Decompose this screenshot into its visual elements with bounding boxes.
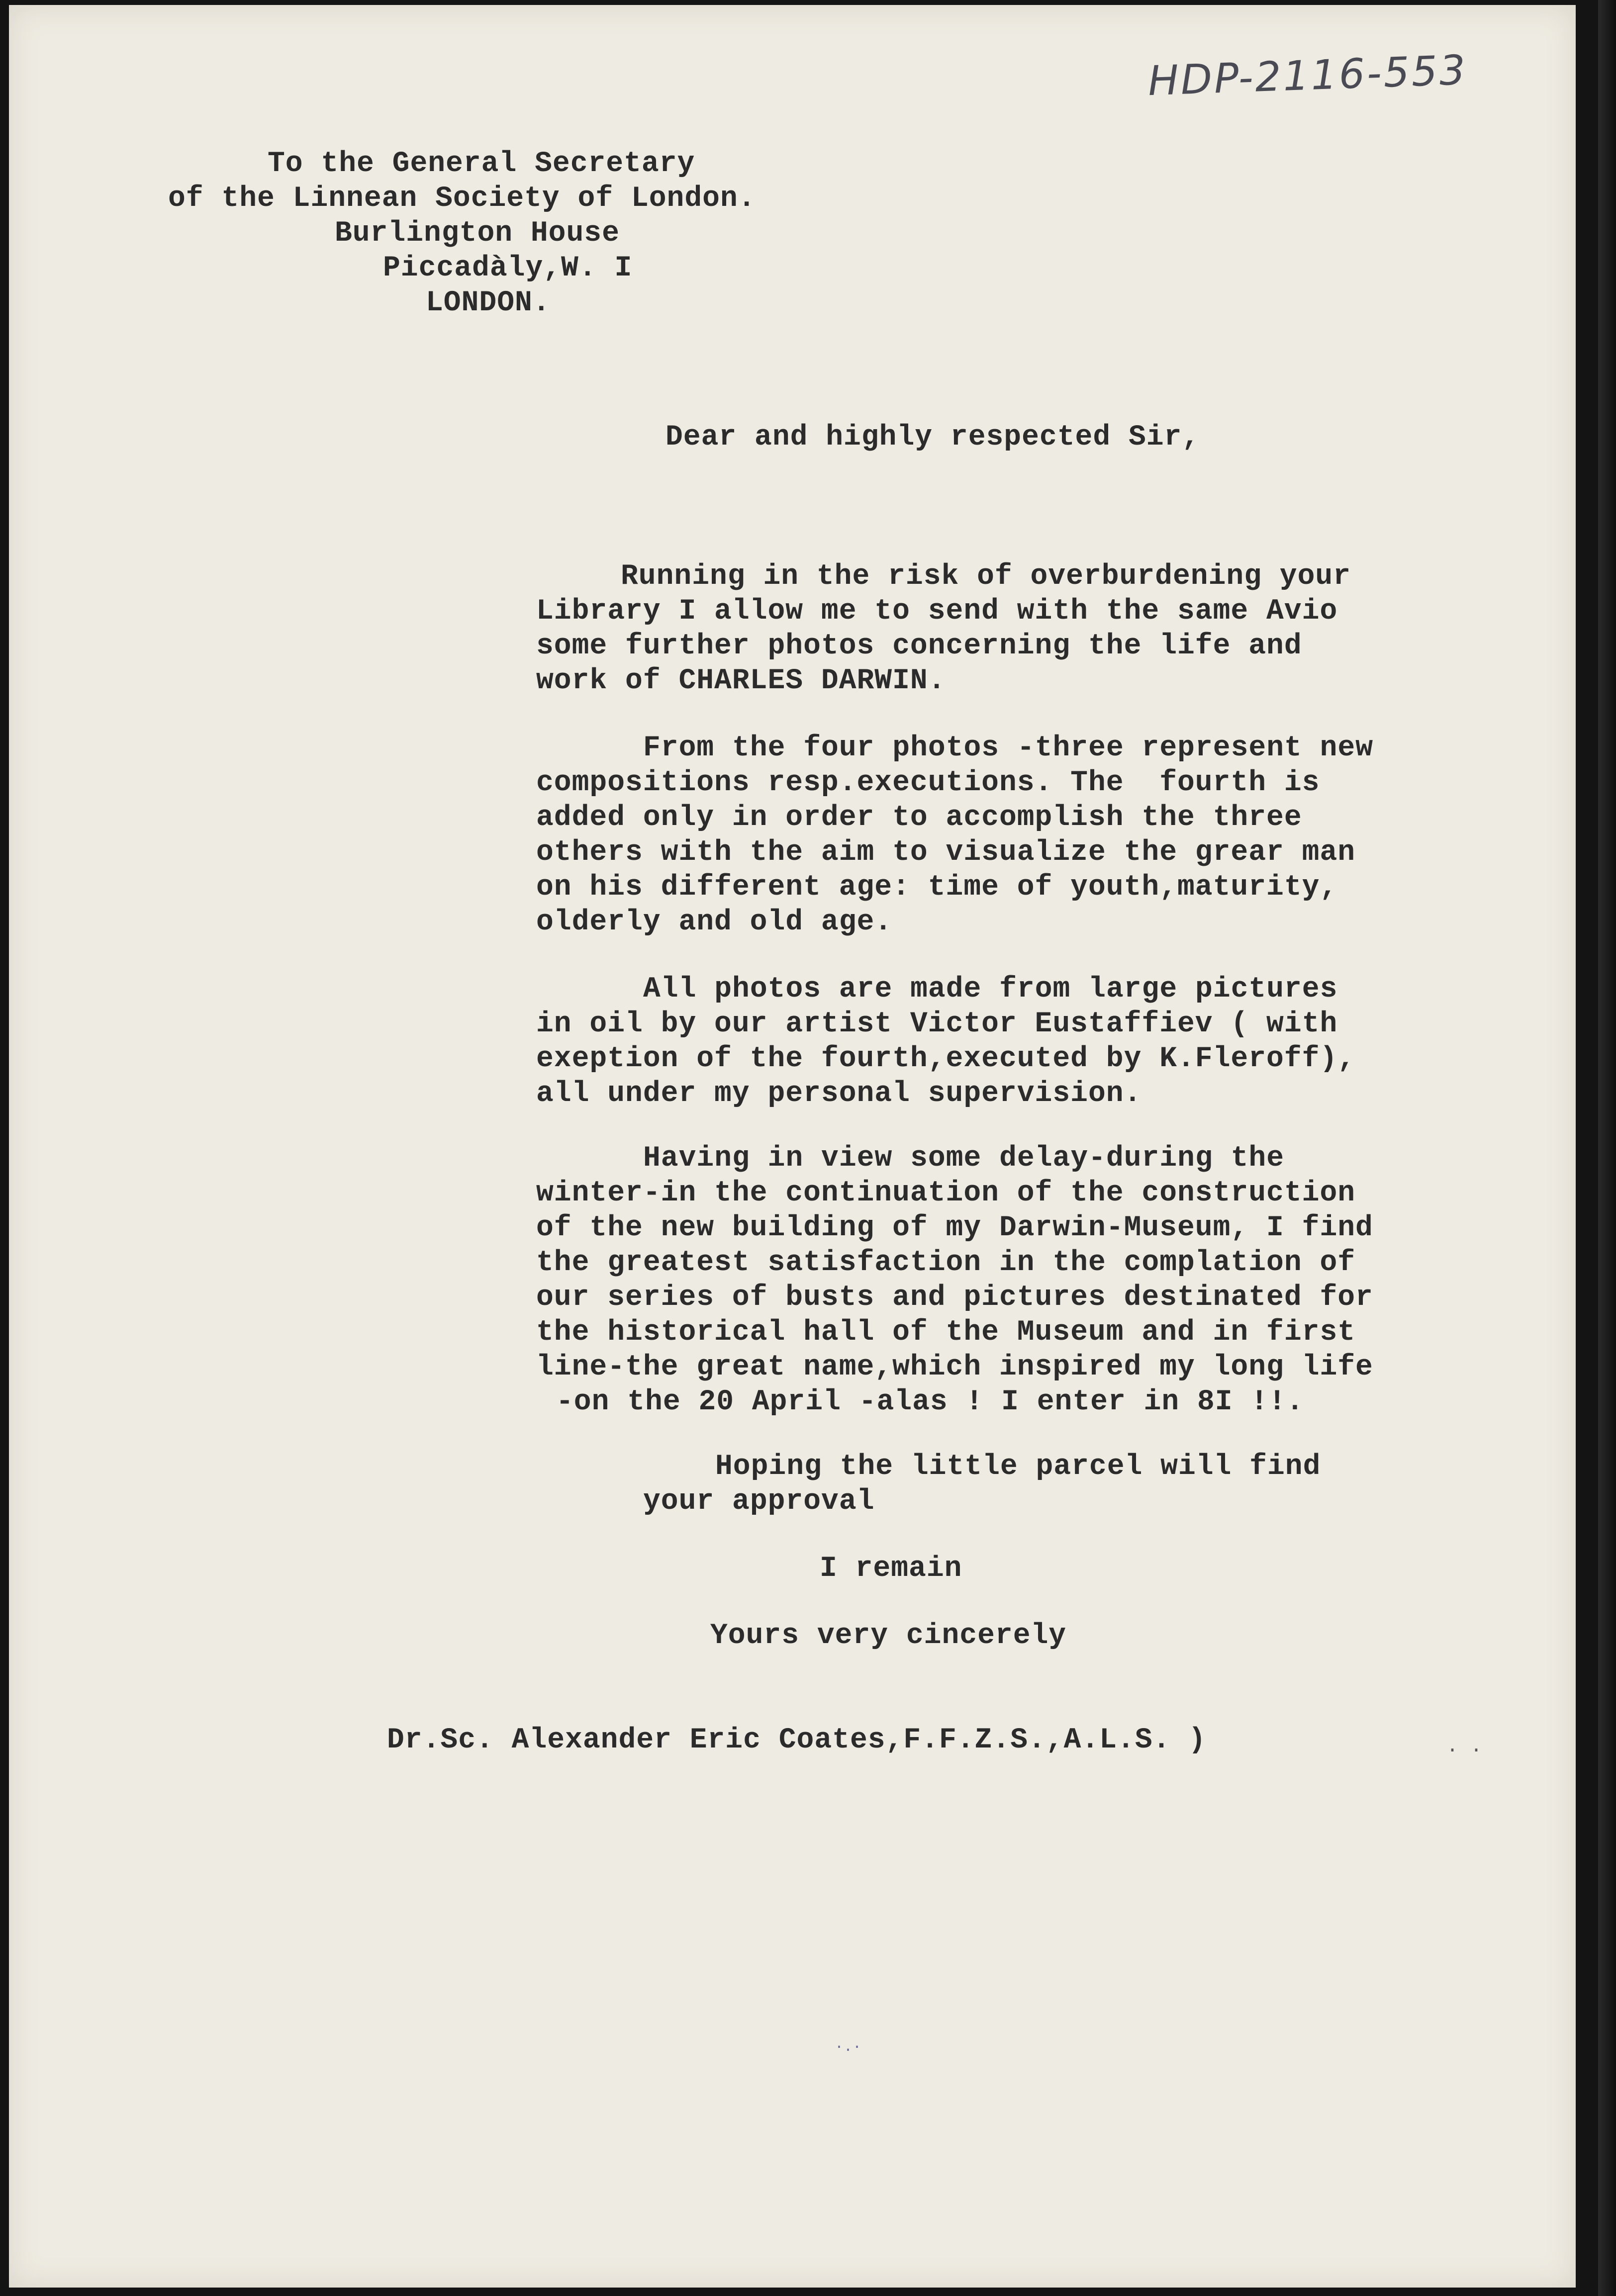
paragraph-4-line-8: -on the 20 April -alas ! I enter in 8I !!. [556,1386,1304,1418]
address-line-4: Piccadàly,W. I [383,252,633,284]
paragraph-4-line-6: the historical hall of the Museum and in first [536,1316,1356,1349]
paragraph-4-line-4: the greatest satisfaction in the complation of [536,1247,1356,1279]
paragraph-2-line-4: others with the aim to visualize the grear man [536,836,1356,869]
salutation: Dear and highly respected Sir, [665,421,1200,454]
paragraph-3-line-4: all under my personal supervision. [536,1078,1142,1110]
paragraph-4-line-2: winter-in the continuation of the construction [536,1177,1356,1209]
paragraph-4-line-3: of the new building of my Darwin-Museum, I find [536,1212,1373,1244]
paragraph-5-line-2: your approval [643,1485,875,1518]
address-line-1: To the General Secretary [268,148,695,180]
paragraph-4-line-5: our series of busts and pictures destinated for [536,1282,1373,1314]
paragraph-2-line-1: From the four photos -three represent new [643,732,1374,764]
paragraph-2-line-5: on his different age: time of youth,maturity, [536,871,1338,904]
address-line-5: LONDON. [426,287,551,319]
paragraph-4-line-7: line-the great name,which inspired my long life [536,1351,1373,1383]
paragraph-3-line-3: exeption of the fourth,executed by K.Fleroff), [536,1043,1356,1075]
address-line-3: Burlington House [335,217,620,250]
paragraph-2-line-6: olderly and old age. [536,906,893,938]
address-line-2: of the Linnean Society of London. [168,183,756,215]
scan-edge [1598,0,1616,2296]
trailing-marks: . . [1446,1736,1483,1758]
paragraph-1-line-1: Running in the risk of overburdening your [621,560,1351,593]
paragraph-1-line-3: some further photos concerning the life and [536,630,1302,662]
archive-reference: HDP-2116-553 [1147,46,1468,105]
paragraph-2-line-3: added only in order to accomplish the three [536,802,1302,834]
closing-yours: Yours very cincerely [710,1620,1067,1652]
paragraph-5-line-1: Hoping the little parcel will find [715,1451,1321,1483]
paragraph-2-line-2: compositions resp.executions. The fourth is [536,767,1320,799]
closing-remain: I remain [820,1553,962,1585]
letter-sheet [9,5,1576,2288]
paragraph-1-line-2: Library I allow me to send with the same Avio [536,595,1338,628]
paragraph-3-line-2: in oil by our artist Victor Eustaffiev ( with [536,1008,1338,1040]
paragraph-4-line-1: Having in view some delay-during the [643,1142,1285,1175]
signature-line: Dr.Sc. Alexander Eric Coates,F.F.Z.S.,A.L.S. ) [387,1724,1207,1756]
paragraph-3-line-1: All photos are made from large pictures [643,973,1338,1006]
paragraph-1-line-4: work of CHARLES DARWIN. [536,665,946,697]
ink-speck: ·.· [835,2039,862,2056]
